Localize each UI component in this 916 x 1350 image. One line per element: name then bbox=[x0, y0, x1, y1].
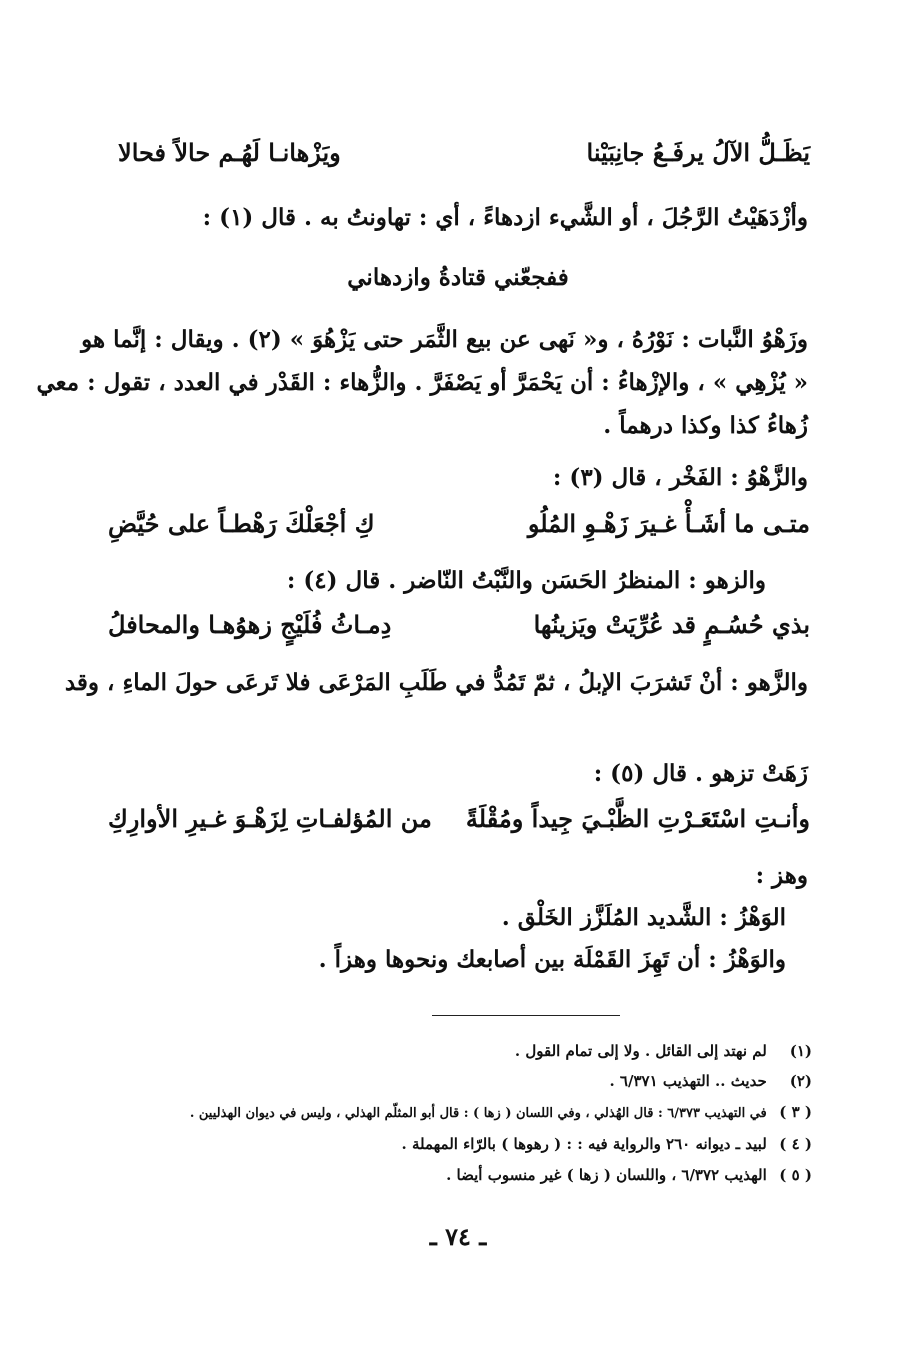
paragraph-line: « يُزْهِي » ، والإزْهاءُ : أن يَحْمَرَّ أو يَصْفَرَّ . والزُّهاء : القَدْر في العدد ، تقول : معي bbox=[36, 369, 808, 396]
footnote-text: لبيد ـ ديوانه ٢٦٠ والرواية فيه : : ( رهوها ) بالرّاء المهملة . bbox=[401, 1135, 767, 1153]
half-verse: ففجعّني قتادةُ وازدهاني bbox=[347, 264, 569, 291]
verse-2 bbox=[108, 505, 810, 543]
paragraph-line: والزَّهو : أنْ تَشرَبَ الإبلُ ، ثمّ تَمُدُّ في طَلَبِ المَرْعَى فلا تَرعَى حولَ الماءِ ، وقد bbox=[64, 669, 808, 696]
verse-1-second-hemistich: ويَزْهانـا لَهُـم حالاً فحالا bbox=[118, 138, 341, 167]
verse-2-first-hemistich: متـى ما أشَـأْ غـيرَ زَهْـوِ المُلُو bbox=[527, 509, 810, 538]
paragraph-line: زُهاءُ كذا وكذا درهماً . bbox=[603, 412, 808, 439]
footnote-text: حديث .. التهذيب ٦/٣٧١ . bbox=[609, 1072, 767, 1090]
text-line: وأزْدَهَيْتُ الرَّجُلَ ، أو الشَّيء ازدهاءً ، أي : تهاونتُ به . قال (١) : bbox=[202, 204, 808, 231]
verse-1 bbox=[118, 134, 810, 172]
footnote bbox=[446, 1164, 812, 1186]
text-line: والزَّهْوُ : الفَخْر ، قال (٣) : bbox=[552, 464, 808, 491]
footnote-number: ( ٣ ) bbox=[779, 1103, 812, 1121]
footnote-number: (٢) bbox=[789, 1072, 812, 1090]
footnote-number: ( ٤ ) bbox=[779, 1135, 812, 1153]
footnote-text: الهذيب ٦/٣٧٢ ، واللسان ( زها ) غير منسوب أيضا . bbox=[446, 1166, 767, 1184]
definition-line: والوَهْزُ : أن تَهِزَ القَمْلَة بين أصابعك ونحوها وهزاً . bbox=[318, 946, 786, 973]
verse-4 bbox=[108, 800, 810, 838]
verse-4-second-hemistich: من المُؤلفـاتِ لِزَهْـوَ غـيرِ الأوارِكِ bbox=[108, 804, 432, 833]
page-number: ـ ٧٤ ـ bbox=[429, 1222, 487, 1251]
verse-3-first-hemistich: بذي حُسُـمٍ قد عُرِّيَتْ ويَزينُها bbox=[533, 610, 810, 639]
footnote-text: لم نهتد إلى القائل . ولا إلى تمام القول . bbox=[514, 1042, 767, 1060]
footnote-text: في التهذيب ٦/٣٧٣ : قال الهُذلي ، وفي اللسان ( زها ) : قال أبو المثلّم الهذلي ، وليس في ديوان الهذليين . bbox=[189, 1106, 767, 1121]
paragraph-line: زَهَتْ تزهو . قال (٥) : bbox=[593, 760, 808, 787]
paragraph-line: وزَهْوُ النَّبات : نَوْرُهُ ، و« نَهى عن بيع الثَّمَر حتى يَزْهُوَ » (٢) . ويقال : إنَّما هو bbox=[81, 326, 808, 353]
footnote-number: (١) bbox=[789, 1042, 812, 1060]
footnote bbox=[190, 1101, 812, 1125]
footnote-separator bbox=[432, 1015, 620, 1016]
footnote bbox=[609, 1070, 812, 1092]
verse-4-first-hemistich: وأنـتِ اسْتَعَـرْتِ الظَّبْـيَ جِيداً ومُقْلَةً bbox=[465, 804, 810, 833]
verse-3 bbox=[108, 606, 810, 644]
verse-1-first-hemistich: يَظَـلُّ الآلُ يرفَـعُ جانِبَيْنا bbox=[586, 138, 810, 167]
footnote-number: ( ٥ ) bbox=[779, 1166, 812, 1184]
verse-3-second-hemistich: دِمـاثُ فُلَيْجٍ زهوُهـا والمحافلُ bbox=[108, 610, 392, 639]
footnote bbox=[515, 1040, 812, 1062]
verse-2-second-hemistich: كِ أجْعَلْكَ رَهْطـاً على حُيَّضِ bbox=[108, 509, 375, 538]
entry-heading: وهز : bbox=[755, 862, 808, 889]
definition-line: الوَهْزُ : الشَّديد المُلَزَّز الخَلْق . bbox=[501, 904, 786, 931]
footnote bbox=[402, 1133, 813, 1155]
text-line: والزهو : المنظرُ الحَسَن والنَّبْتُ النّاضر . قال (٤) : bbox=[286, 567, 766, 594]
